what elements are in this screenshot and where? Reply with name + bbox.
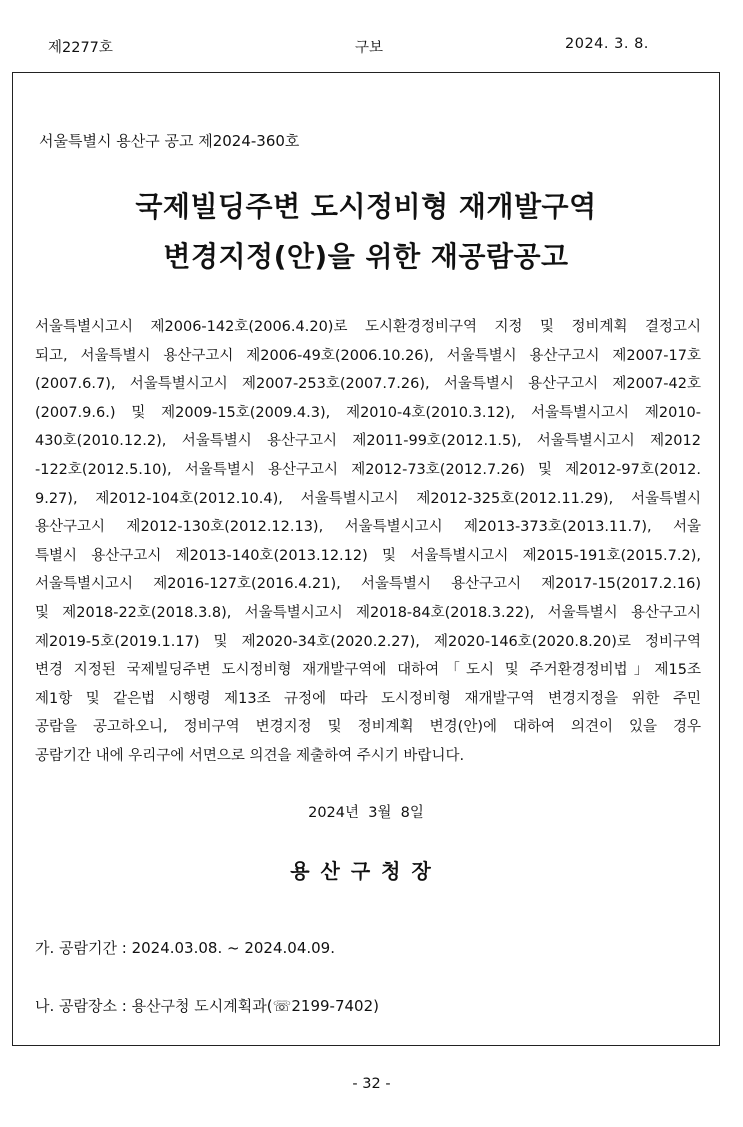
body-line: 430호(2010.12.2), 서울특별시 용산구고시 제2011-99호(2012.1.5), 서울특별시고시 제2012 — [35, 433, 701, 450]
notice-title-line1: 국제빌딩주변 도시정비형 재개발구역 — [135, 190, 597, 223]
body-line: 제1항 및 같은법 시행령 제13조 규정에 따라 도시정비형 재개발구역 변경지정을 위한 주민 — [35, 690, 701, 707]
publication-date: 2024. 3. 8. — [565, 36, 649, 52]
notice-date: 2024년 3월 8일 — [308, 805, 424, 821]
review-place: 나. 공람장소 : 용산구청 도시계획과(☏2199-7402) — [35, 997, 379, 1015]
notice-signer: 용산구청장 — [290, 859, 442, 883]
body-line: 공람을 공고하오니, 정비구역 변경지정 및 정비계획 변경(안)에 대하여 의견이 있을 경우 — [35, 719, 701, 736]
body-line: -122호(2012.5.10), 서울특별시 용산구고시 제2012-73호(2012.7.26) 및 제2012-97호(2012. — [35, 461, 701, 478]
body-line: 9.27), 제2012-104호(2012.10.4), 서울특별시고시 제2012-325호(2012.11.29), 서울특별시 — [35, 490, 701, 507]
issue-number: 제2277호 — [48, 40, 113, 56]
notice-box — [12, 72, 720, 1046]
page-number: - 32 - — [352, 1076, 391, 1092]
body-line: 되고, 서울특별시 용산구고시 제2006-49호(2006.10.26), 서울특별시 용산구고시 제2007-17호 — [35, 347, 701, 364]
review-period: 가. 공람기간 : 2024.03.08. ~ 2024.04.09. — [35, 939, 335, 957]
body-line: 변경 지정된 국제빌딩주변 도시정비형 재개발구역에 대하여「도시 및 주거환경정비법」제15조 — [35, 662, 701, 679]
notice-body — [35, 313, 701, 771]
notice-title-line2: 변경지정(안)을 위한 재공람공고 — [163, 240, 569, 273]
body-line: 용산구고시 제2012-130호(2012.12.13), 서울특별시고시 제2013-373호(2013.11.7), 서울 — [35, 519, 701, 536]
body-line: (2007.6.7), 서울특별시고시 제2007-253호(2007.7.26), 서울특별시 용산구고시 제2007-42호 — [35, 376, 701, 393]
body-line: 및 제2018-22호(2018.3.8), 서울특별시고시 제2018-84호(2018.3.22), 서울특별시 용산구고시 — [35, 604, 701, 621]
body-line: 서울특별시고시 제2006-142호(2006.4.20)로 도시환경정비구역 지정 및 정비계획 결정고시 — [35, 319, 701, 335]
body-line: 특별시 용산구고시 제2013-140호(2013.12.12) 및 서울특별시고시 제2015-191호(2015.7.2), — [35, 547, 701, 564]
notice-number: 서울특별시 용산구 공고 제2024-360호 — [39, 132, 300, 150]
body-line: 제2019-5호(2019.1.17) 및 제2020-34호(2020.2.27), 제2020-146호(2020.8.20)로 정비구역 — [35, 633, 701, 650]
body-line: (2007.9.6.) 및 제2009-15호(2009.4.3), 제2010-4호(2010.3.12), 서울특별시고시 제2010- — [35, 404, 701, 421]
publication-title: 구보 — [355, 40, 384, 56]
body-line: 공람기간 내에 우리구에 서면으로 의견을 제출하여 주시기 바랍니다. — [35, 747, 465, 764]
page-header — [0, 36, 743, 60]
body-line: 서울특별시고시 제2016-127호(2016.4.21), 서울특별시 용산구고시 제2017-15(2017.2.16) — [35, 576, 701, 593]
